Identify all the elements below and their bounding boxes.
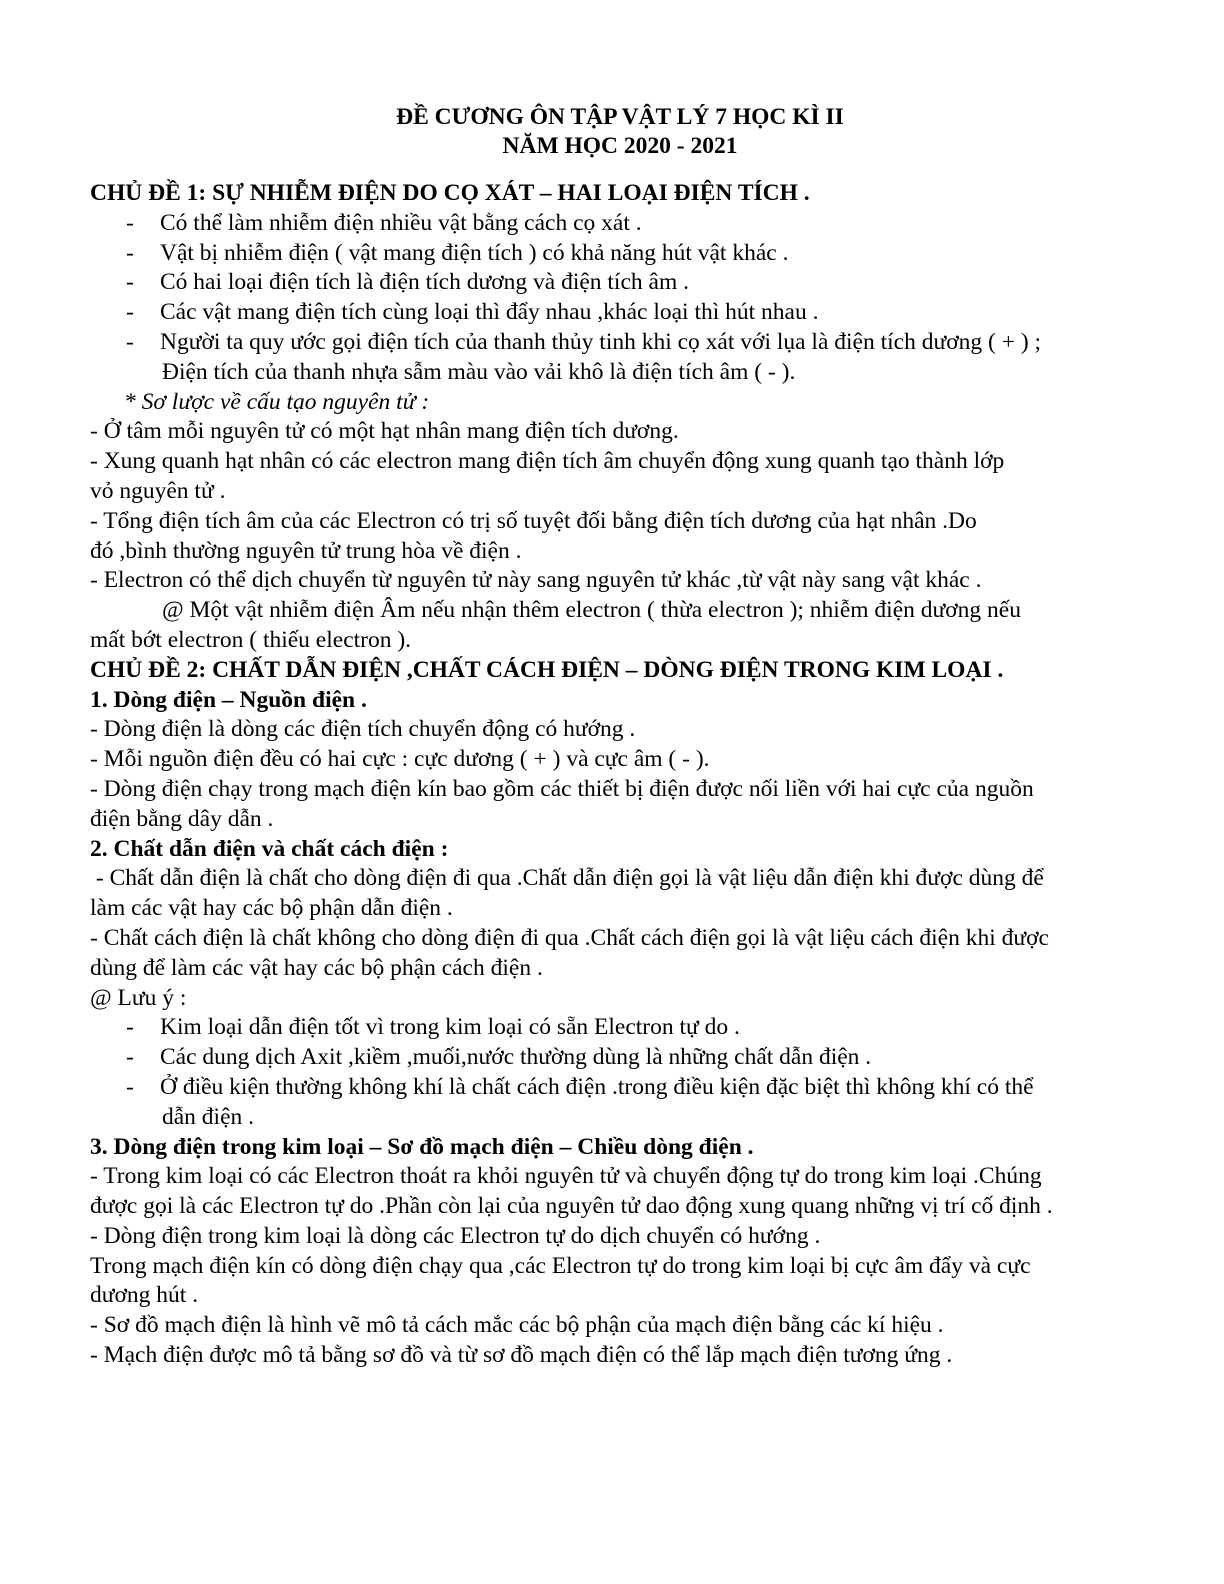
- list-item-continuation: Điện tích của thanh nhựa sẫm màu vào vải khô là điện tích âm ( - ).: [162, 358, 796, 385]
- note-line: @ Một vật nhiễm điện Âm nếu nhận thêm electron ( thừa electron ); nhiễm điện dương nếu: [162, 597, 1021, 624]
- paragraph-line: - Dòng điện chạy trong mạch điện kín bao gồm các thiết bị điện được nối liền với hai cực của nguồn: [90, 775, 1034, 802]
- paragraph-line: - Chất cách điện là chất không cho dòng điện đi qua .Chất cách điện gọi là vật liệu cách điện khi được: [90, 924, 1049, 951]
- paragraph-line: đó ,bình thường nguyên tử trung hòa về điện .: [90, 537, 522, 564]
- section1-heading: 1. Dòng điện – Nguồn điện .: [90, 686, 367, 713]
- paragraph-line: - Chất dẫn điện là chất cho dòng điện đi qua .Chất dẫn điện gọi là vật liệu dẫn điện khi được dùng để: [90, 865, 1044, 892]
- topic1-heading: CHỦ ĐỀ 1: SỰ NHIỄM ĐIỆN DO CỌ XÁT – HAI LOẠI ĐIỆN TÍCH .: [90, 180, 810, 206]
- paragraph-line: vỏ nguyên tử .: [90, 477, 226, 504]
- paragraph-line: - Xung quanh hạt nhân có các electron mang điện tích âm chuyển động xung quanh tạo thành lớp: [90, 448, 1005, 475]
- section3-heading: 3. Dòng điện trong kim loại – Sơ đồ mạch điện – Chiều dòng điện .: [90, 1133, 754, 1160]
- paragraph-line: - Trong kim loại có các Electron thoát ra khỏi nguyên tử và chuyển động tự do trong kim loại .Chúng: [90, 1163, 1042, 1190]
- paragraph-line: - Mỗi nguồn điện đều có hai cực : cực dương ( + ) và cực âm ( - ).: [90, 746, 710, 773]
- paragraph-line: điện bằng dây dẫn .: [90, 805, 274, 832]
- topic2-heading: CHỦ ĐỀ 2: CHẤT DẪN ĐIỆN ,CHẤT CÁCH ĐIỆN – DÒNG ĐIỆN TRONG KIM LOẠI .: [90, 656, 1004, 683]
- doc-title: ĐỀ CƯƠNG ÔN TẬP VẬT LÝ 7 HỌC KÌ II: [396, 104, 844, 130]
- paragraph-line: dùng để làm các vật hay các bộ phận cách điện .: [90, 954, 543, 981]
- note-line: mất bớt electron ( thiếu electron ).: [90, 626, 412, 653]
- note-label: @ Lưu ý :: [90, 984, 187, 1011]
- list-item: - Ở điều kiện thường không khí là chất cách điện .trong điều kiện đặc biệt thì không khí có thể: [90, 1073, 1150, 1103]
- atom-structure-heading: * Sơ lược về cấu tạo nguyên tử :: [124, 388, 430, 415]
- list-item: - Người ta quy ước gọi điện tích của thanh thủy tinh khi cọ xát với lụa là điện tích dương ( + ) ;: [90, 328, 1150, 358]
- doc-subtitle: NĂM HỌC 2020 - 2021: [502, 133, 738, 159]
- paragraph-line: - Tổng điện tích âm của các Electron có trị số tuyệt đối bằng điện tích dương của hạt nhân .Do: [90, 507, 977, 534]
- paragraph-line: dương hút .: [90, 1282, 199, 1309]
- paragraph-line: - Dòng điện trong kim loại là dòng các Electron tự do dịch chuyển có hướng .: [90, 1222, 821, 1249]
- paragraph-line: được gọi là các Electron tự do .Phần còn lại của nguyên tử dao động xung quang những vị trí cố định .: [90, 1193, 1053, 1220]
- paragraph-line: - Electron có thể dịch chuyển từ nguyên tử này sang nguyên tử khác ,từ vật này sang vật khác .: [90, 567, 982, 594]
- note-bullet-list: [90, 1013, 1150, 1102]
- paragraph-line: - Mạch điện được mô tả bằng sơ đồ và từ sơ đồ mạch điện có thể lắp mạch điện tương ứng .: [90, 1342, 953, 1369]
- list-item: - Các vật mang điện tích cùng loại thì đẩy nhau ,khác loại thì hút nhau .: [90, 298, 1150, 328]
- list-item: - Có hai loại điện tích là điện tích dương và điện tích âm .: [90, 268, 1150, 298]
- list-item: - Các dung dịch Axit ,kiềm ,muối,nước thường dùng là những chất dẫn điện .: [90, 1043, 1150, 1073]
- list-item: - Kim loại dẫn điện tốt vì trong kim loại có sẵn Electron tự do .: [90, 1013, 1150, 1043]
- section2-heading: 2. Chất dẫn điện và chất cách điện :: [90, 835, 449, 862]
- paragraph-line: Trong mạch điện kín có dòng điện chạy qua ,các Electron tự do trong kim loại bị cực âm đẩy và cực: [90, 1252, 1031, 1279]
- paragraph-line: - Ở tâm mỗi nguyên tử có một hạt nhân mang điện tích dương.: [90, 418, 679, 445]
- document-page: [90, 103, 1150, 1371]
- list-item: - Có thể làm nhiễm điện nhiều vật bằng cách cọ xát .: [90, 209, 1150, 239]
- list-item: - Vật bị nhiễm điện ( vật mang điện tích ) có khả năng hút vật khác .: [90, 239, 1150, 269]
- paragraph-line: làm các vật hay các bộ phận dẫn điện .: [90, 895, 453, 922]
- paragraph-line: - Sơ đồ mạch điện là hình vẽ mô tả cách mắc các bộ phận của mạch điện bằng các kí hiệu .: [90, 1312, 944, 1339]
- list-item-continuation: dẫn điện .: [162, 1103, 255, 1130]
- topic1-bullet-list: [90, 209, 1150, 358]
- paragraph-line: - Dòng điện là dòng các điện tích chuyển động có hướng .: [90, 716, 636, 743]
